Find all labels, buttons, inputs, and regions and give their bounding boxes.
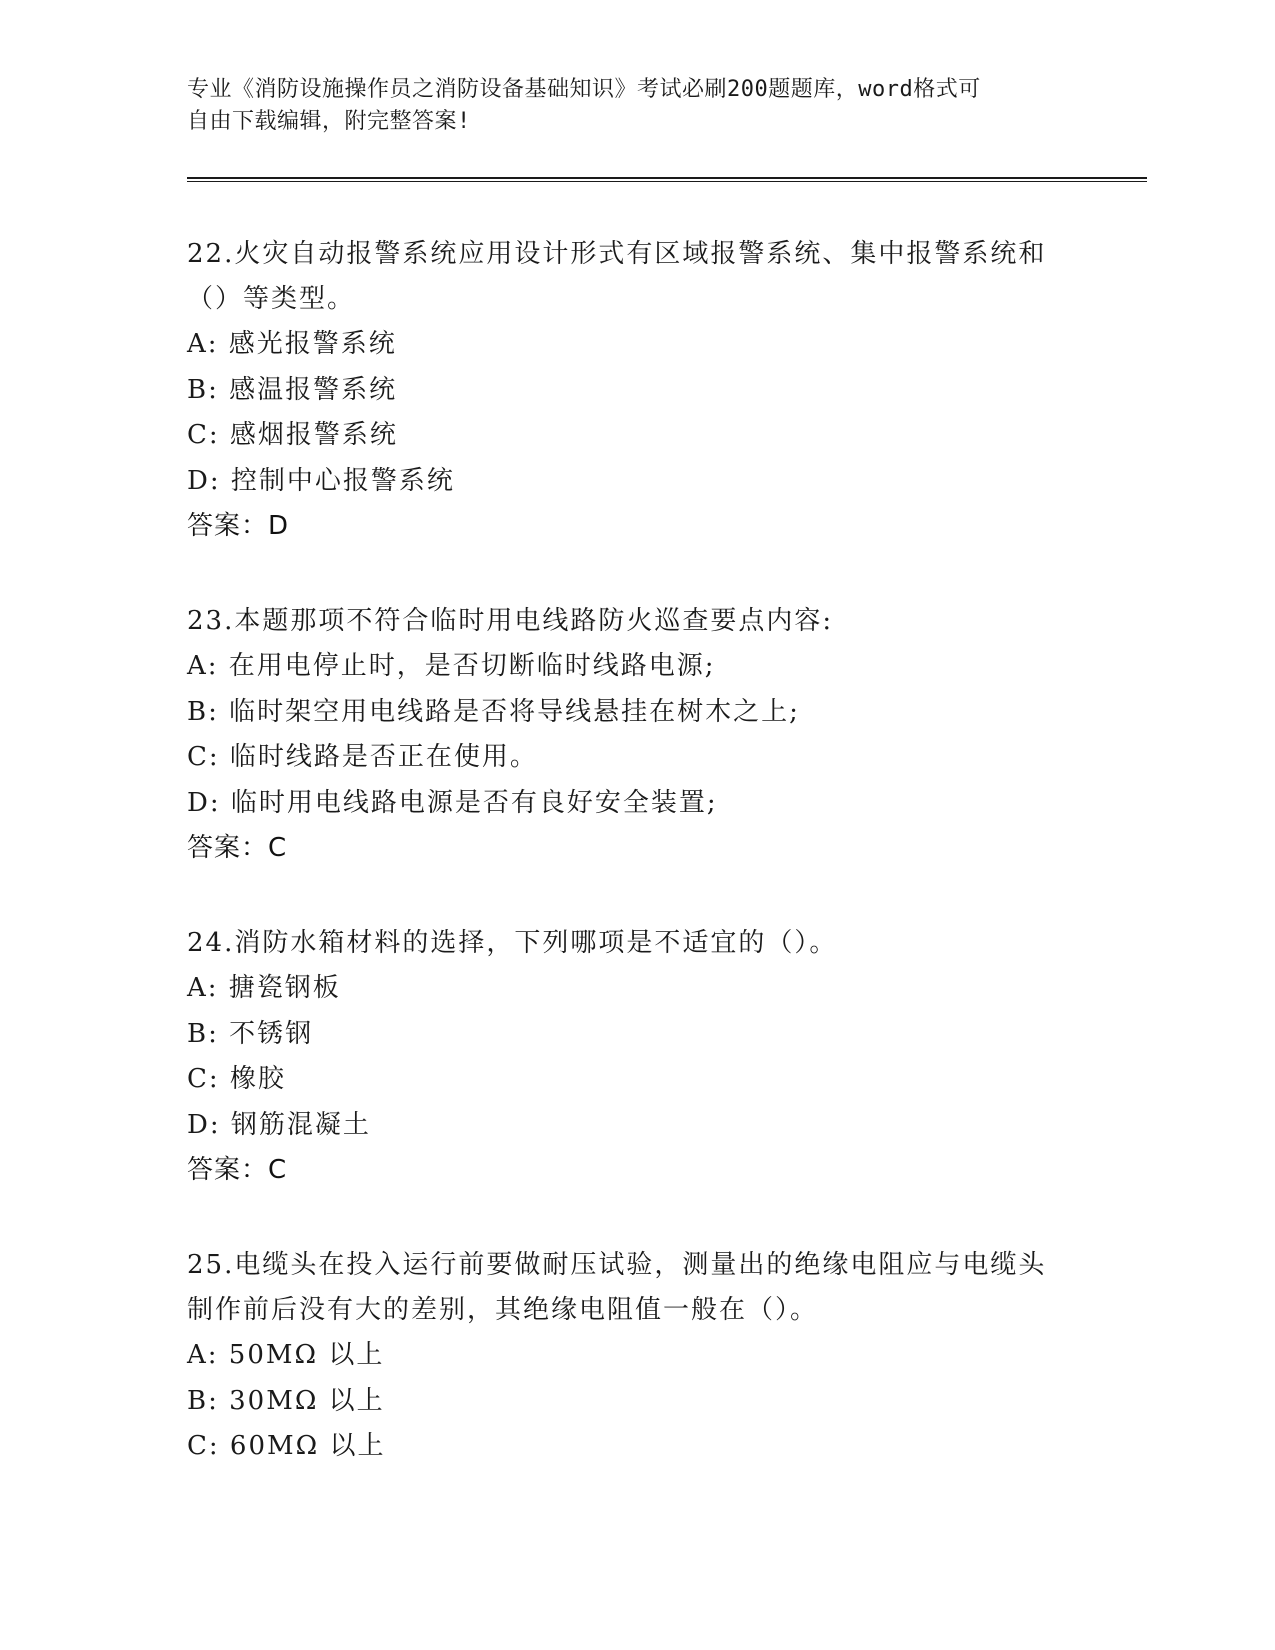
option-c: C: 60MΩ 以上 [187, 1431, 386, 1461]
question-stem-line: 22.火灾自动报警系统应用设计形式有区域报警系统、集中报警系统和 [187, 239, 1047, 269]
question-stem-line: 24.消防水箱材料的选择，下列哪项是不适宜的（）。 [187, 928, 838, 958]
option-d: D: 控制中心报警系统 [187, 465, 455, 496]
question-stem-line: 制作前后没有大的差别，其绝缘电阻值一般在（）。 [187, 1295, 819, 1325]
question-23 [187, 599, 1087, 871]
question-22 [187, 232, 1087, 549]
question-24 [187, 921, 1087, 1193]
question-25 [187, 1243, 1087, 1470]
answer: 答案：C [187, 1155, 288, 1185]
answer: 答案：D [187, 511, 290, 541]
document-header [187, 74, 1087, 138]
question-stem [187, 599, 1087, 644]
option-d: D: 钢筋混凝土 [187, 1109, 371, 1140]
option-b: B: 临时架空用电线路是否将导线悬挂在树木之上; [187, 696, 800, 727]
header-line-2: 自由下载编辑，附完整答案! [187, 109, 471, 134]
question-stem [187, 232, 1087, 322]
question-stem [187, 1243, 1087, 1333]
option-a: A: 50MΩ 以上 [187, 1340, 385, 1370]
option-a: A: 搪瓷钢板 [187, 973, 341, 1003]
answer: 答案：C [187, 833, 288, 863]
header-divider-thick [187, 177, 1147, 179]
question-stem-line: （）等类型。 [187, 284, 356, 314]
option-a: A: 感光报警系统 [187, 329, 397, 359]
option-b: B: 30MΩ 以上 [187, 1385, 385, 1416]
question-list [187, 232, 1087, 1520]
option-b: B: 感温报警系统 [187, 374, 398, 405]
option-c: C: 感烟报警系统 [187, 420, 398, 450]
option-a: A: 在用电停止时，是否切断临时线路电源; [187, 651, 716, 681]
header-line-1: 专业《消防设施操作员之消防设备基础知识》考试必刷200题题库，word格式可 [187, 77, 981, 102]
option-b: B: 不锈钢 [187, 1018, 314, 1049]
option-c: C: 临时线路是否正在使用。 [187, 742, 538, 772]
option-d: D: 临时用电线路电源是否有良好安全装置; [187, 787, 718, 818]
question-stem-line: 25.电缆头在投入运行前要做耐压试验，测量出的绝缘电阻应与电缆头 [187, 1250, 1047, 1280]
question-stem [187, 921, 1087, 966]
question-stem-line: 23.本题那项不符合临时用电线路防火巡查要点内容: [187, 606, 834, 636]
option-c: C: 橡胶 [187, 1064, 286, 1094]
header-divider-thin [187, 181, 1147, 182]
